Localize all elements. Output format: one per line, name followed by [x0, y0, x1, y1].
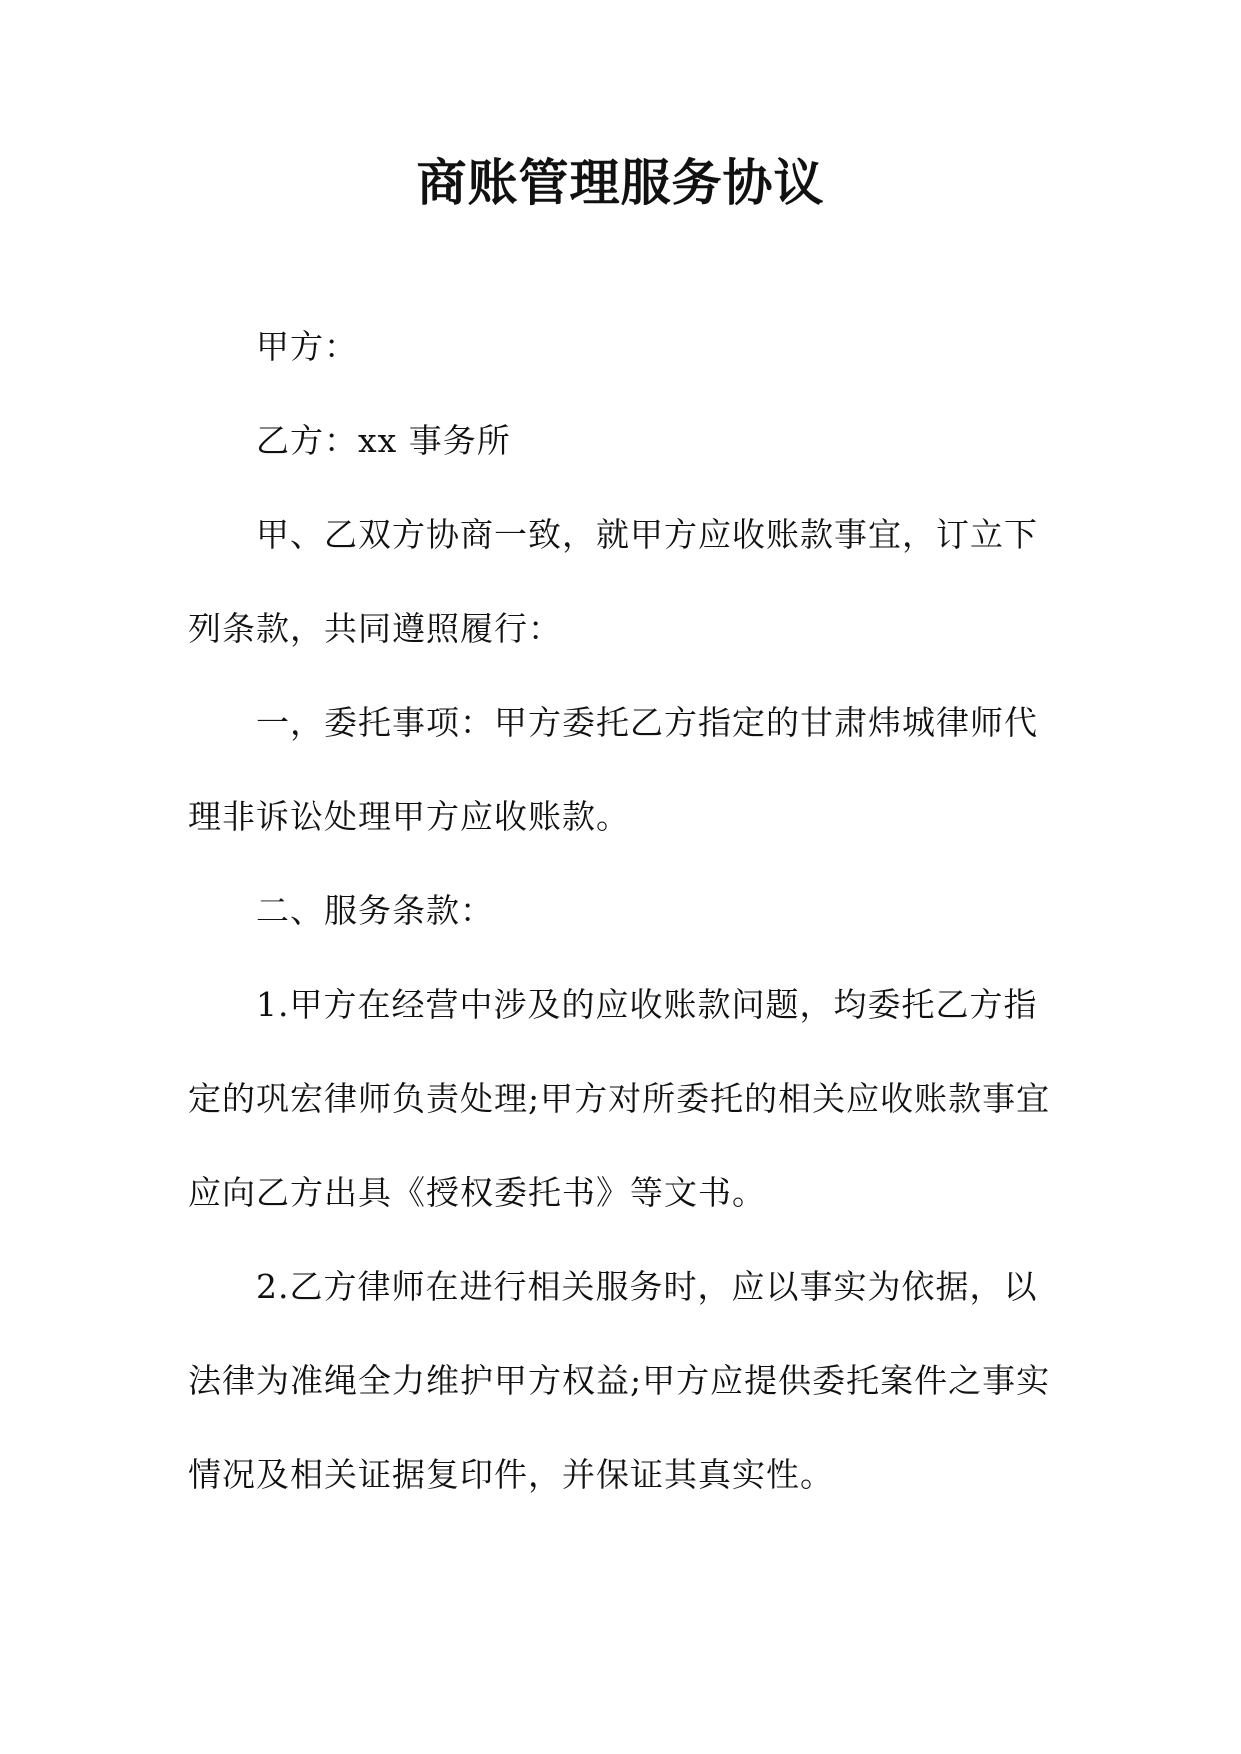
party-a-line: 甲方： [256, 327, 358, 366]
clause-2-line-1: 2.乙方律师在进行相关服务时，应以事实为依据，以 [256, 1267, 1038, 1306]
agreement-intro-line-1: 甲、乙双方协商一致，就甲方应收账款事宜，订立下 [256, 515, 1038, 554]
document-title: 商账管理服务协议 [416, 153, 825, 212]
clause-1-line-2: 定的巩宏律师负责处理;甲方对所委托的相关应收账款事宜 [188, 1079, 1051, 1118]
section-1-line-2: 理非诉讼处理甲方应收账款。 [188, 797, 630, 836]
document-body [188, 300, 1088, 1522]
agreement-intro-line-2: 列条款，共同遵照履行： [188, 609, 562, 648]
clause-1-line-1: 1.甲方在经营中涉及的应收账款问题，均委托乙方指 [256, 985, 1038, 1024]
clause-2-line-2: 法律为准绳全力维护甲方权益;甲方应提供委托案件之事实 [188, 1361, 1051, 1400]
clause-2-line-3: 情况及相关证据复印件，并保证其真实性。 [188, 1455, 834, 1494]
section-1-line-1: 一，委托事项：甲方委托乙方指定的甘肃炜城律师代 [256, 703, 1038, 742]
section-2-heading: 二、服务条款： [256, 891, 494, 930]
party-b-line: 乙方：xx 事务所 [256, 421, 511, 460]
clause-1-line-3: 应向乙方出具《授权委托书》等文书。 [188, 1173, 766, 1212]
